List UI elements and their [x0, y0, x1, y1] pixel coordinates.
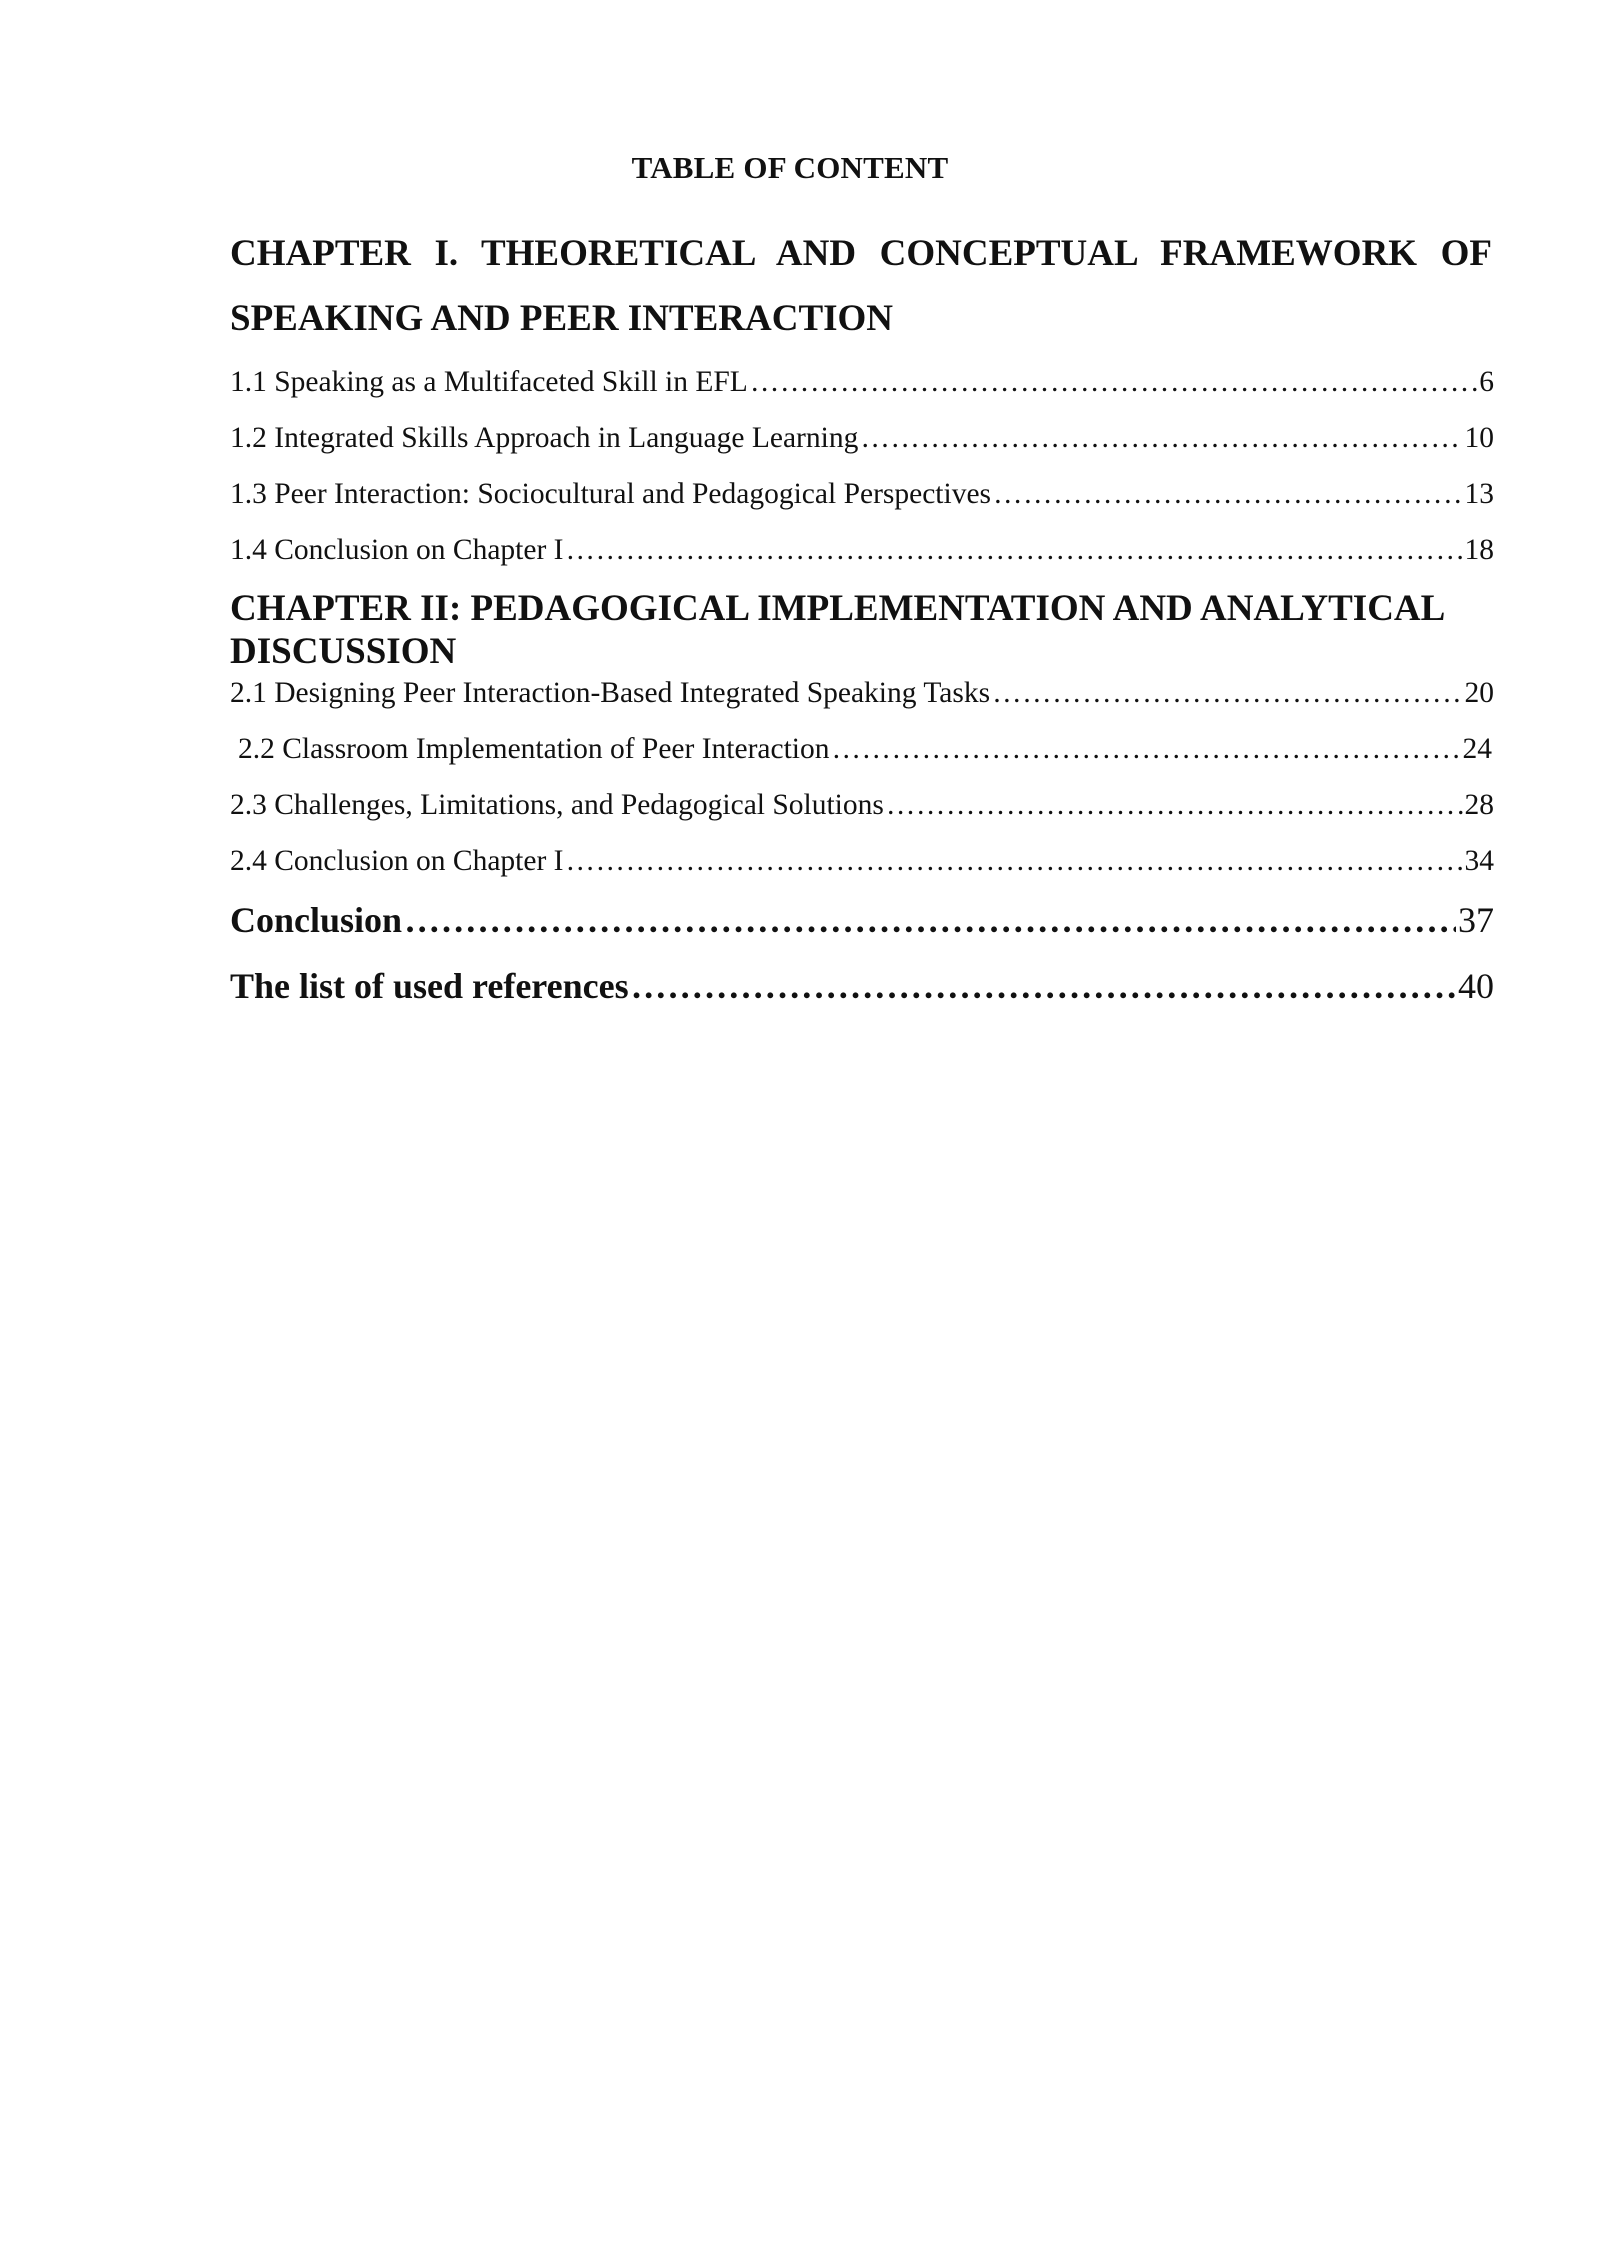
- toc-entry-label: 1.1 Speaking as a Multifaceted Skill in EFL: [230, 366, 748, 398]
- chapter-1-heading-line1: CHAPTER I. THEORETICAL AND CONCEPTUAL FRAMEWORK OF: [230, 233, 1492, 274]
- dot-leader: [993, 474, 1462, 514]
- toc-entry-label: The list of used references: [230, 966, 629, 1006]
- dot-leader: [992, 673, 1462, 713]
- dot-leader: [404, 896, 1456, 944]
- toc-entry-2-4[interactable]: [230, 841, 1494, 881]
- dot-leader: [565, 530, 1462, 570]
- toc-entry-page: 28: [1464, 789, 1494, 821]
- chapter-2-heading-line2: DISCUSSION: [230, 631, 457, 672]
- toc-entry-references[interactable]: [230, 962, 1494, 1010]
- toc-entry-2-1[interactable]: [230, 673, 1494, 713]
- toc-entry-label: 2.4 Conclusion on Chapter I: [230, 845, 564, 877]
- dot-leader: [750, 362, 1477, 402]
- toc-entry-label: 1.4 Conclusion on Chapter I: [230, 534, 564, 566]
- toc-entry-page: 24: [1462, 733, 1492, 765]
- toc-entry-page: 20: [1464, 677, 1494, 709]
- toc-entry-label: 1.2 Integrated Skills Approach in Language Learning: [230, 422, 859, 454]
- toc-entry-page: 13: [1464, 478, 1494, 510]
- chapter-1-heading-line2: SPEAKING AND PEER INTERACTION: [230, 298, 894, 339]
- toc-entry-1-4[interactable]: [230, 530, 1494, 570]
- dot-leader: [631, 962, 1456, 1010]
- toc-entry-page: 10: [1464, 422, 1494, 454]
- toc-entry-label: 2.1 Designing Peer Interaction-Based Integrated Speaking Tasks: [230, 677, 991, 709]
- chapter-2-heading-line1: CHAPTER II: PEDAGOGICAL IMPLEMENTATION AND ANALYTICAL: [230, 588, 1446, 629]
- toc-entry-2-2[interactable]: [238, 729, 1492, 769]
- toc-entry-label: 1.3 Peer Interaction: Sociocultural and Pedagogical Perspectives: [230, 478, 992, 510]
- toc-entry-2-3[interactable]: [230, 785, 1494, 825]
- toc-entry-page: 6: [1479, 366, 1494, 398]
- dot-leader: [831, 729, 1460, 769]
- toc-entry-page: 40: [1458, 966, 1494, 1006]
- toc-entry-page: 34: [1464, 845, 1494, 877]
- dot-leader: [860, 418, 1462, 458]
- dot-leader: [886, 785, 1463, 825]
- toc-entry-page: 37: [1458, 900, 1494, 940]
- toc-entry-label: 2.3 Challenges, Limitations, and Pedagogical Solutions: [230, 789, 884, 821]
- toc-entry-1-1[interactable]: [230, 362, 1494, 402]
- toc-title: TABLE OF CONTENT: [631, 150, 949, 185]
- toc-entry-conclusion[interactable]: [230, 896, 1494, 944]
- toc-entry-page: 18: [1464, 534, 1494, 566]
- toc-entry-label: 2.2 Classroom Implementation of Peer Interaction: [238, 733, 830, 765]
- toc-entry-1-2[interactable]: [230, 418, 1494, 458]
- dot-leader: [565, 841, 1462, 881]
- toc-entry-label: Conclusion: [230, 900, 403, 940]
- toc-entry-1-3[interactable]: [230, 474, 1494, 514]
